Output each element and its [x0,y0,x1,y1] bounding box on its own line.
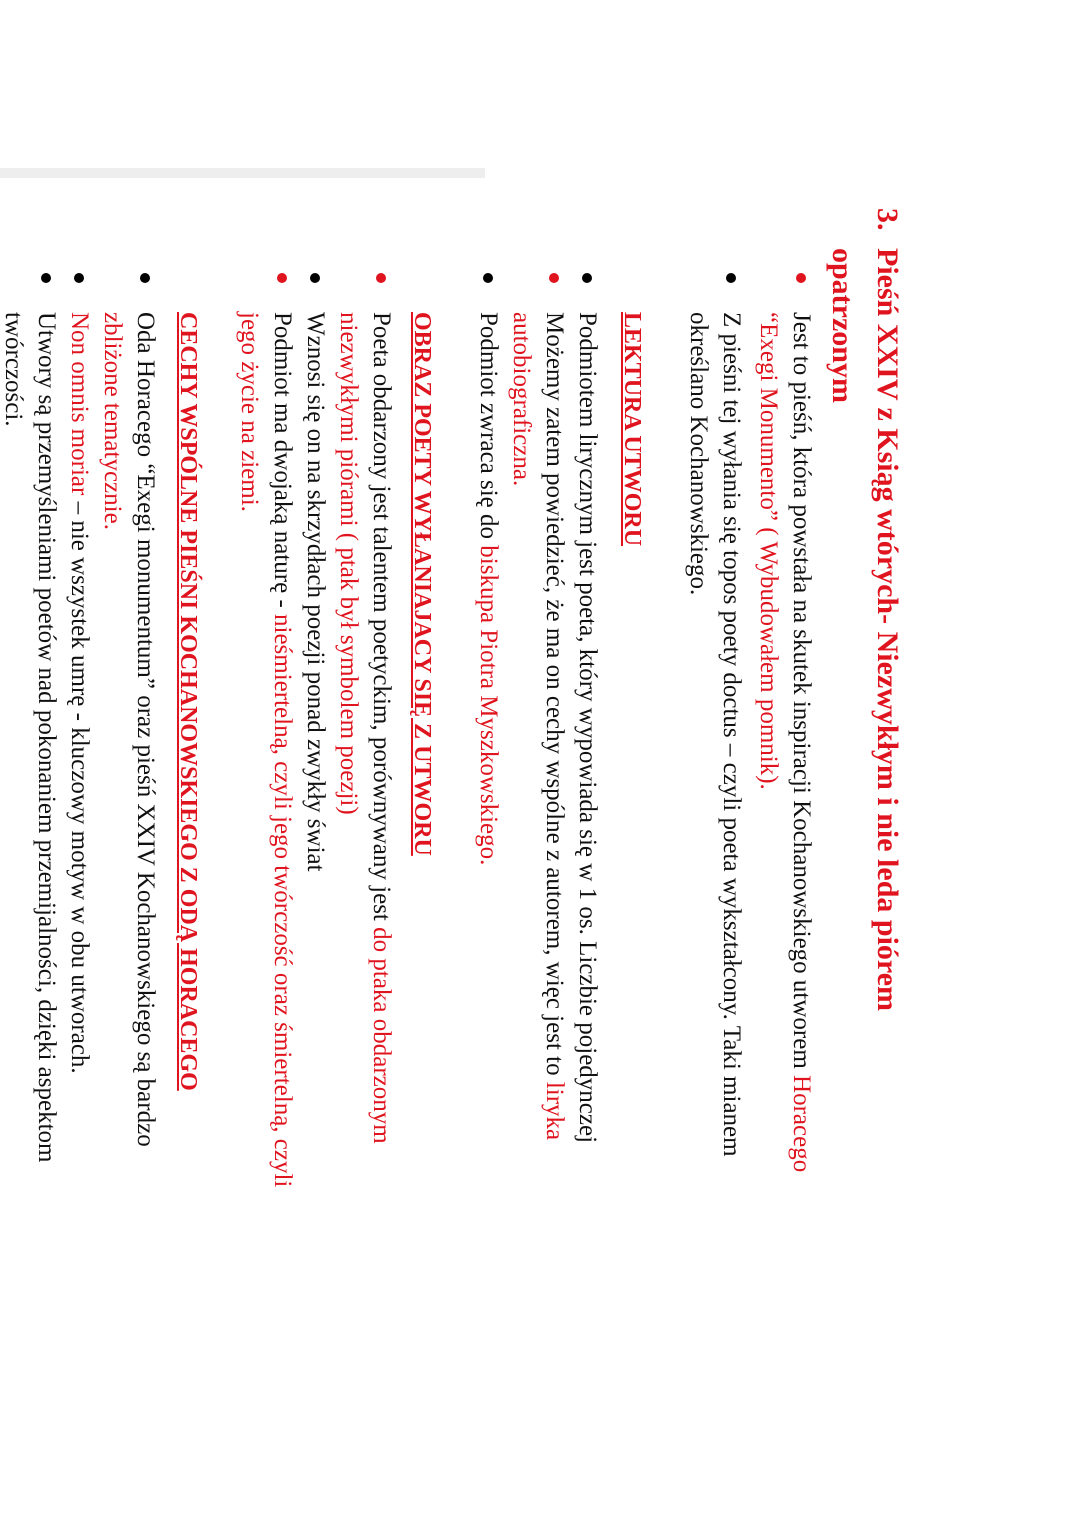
bullet-icon [277,273,287,283]
item-highlight: Non omnis moriar [66,312,93,496]
bullet-icon [74,273,84,283]
bullet-icon [41,273,51,283]
list-item [0,200,63,1200]
item-text: Wznosi się on na skrzydłach poezji ponad zwykły świat [302,312,329,872]
bullet-icon [796,273,806,283]
obraz-heading: OBRAZ POETY WYŁANIAJACY SIĘ Z UTWORU [409,312,435,856]
list-item [571,200,604,1200]
item-text: Podmiotem lirycznym jest poeta, który wypowiada się w 1 os. Liczbie pojedynczej [574,312,601,1144]
item-text: Podmiot zwraca się do [475,312,502,546]
item-highlight: nieśmiertelną, czyli jego twórczość oraz śmiertelną, czyli jego życie na ziemi. [236,312,296,1188]
obraz-list [233,200,398,1200]
section-title-line2: opatrzonym [826,248,859,403]
item-text: Jest to pieśń, która powstała na skutek inspiracji Kochanowskiego utworem [788,312,815,1076]
section-number: 3. [871,208,904,231]
section-title-line1: Pieśń XXIV z Ksiąg wtórych- Niezwykłym i nie leda piórem [871,248,904,1011]
item-highlight: zbliżone tematycznie. [99,312,126,530]
bullet-icon [726,273,736,283]
item-highlight: biskupa Piotra Myszkowskiego. [475,545,502,866]
list-item [63,200,96,1200]
list-item [96,200,162,1200]
item-text: Poeta obdarzony jest talentem poetyckim, porównywany jest [368,312,395,928]
item-text: Możemy zatem powiedzieć, że ma on cechy wspólne z autorem, więc jest to [541,312,568,1082]
rotated-document-page [0,200,910,1200]
item-text: Z pieśni tej wyłania się topos poety doctus – czyli poeta wykształcony. Taki mianem określano Kochanowskiego. [685,312,745,1157]
list-item [233,200,299,1200]
lektura-heading: LEKTURA UTWORU [619,312,645,547]
item-highlight: Horacego “Exegi Monumento” ( Wybudowałem pomnik). [755,312,815,1173]
list-item [682,200,748,1200]
cechy-heading: CECHY WSPÓLNE PIEŚNI KOCHANOWSKIEGO Z ODĄ HORACEGO [175,312,201,1091]
item-text: Oda Horacego “Exegi monumentum” oraz pieśń XXIV Kochanowskiego są bardzo [132,312,159,1147]
bullet-icon [483,273,493,283]
list-item [505,200,571,1200]
item-highlight: do ptaka obdarzonym niezwykłymi piórami ( ptak był symbolem poezji) [335,312,395,1144]
item-text: – nie wszystek umrę - kluczowy motyw w obu utworach. [66,495,93,1074]
lektura-list [472,200,604,1200]
list-item [299,200,332,1200]
section-title [820,208,910,1168]
top-strip [0,168,485,178]
item-text: Utwory są przemyśleniami poetów nad pokonaniem przemijalności, dzięki aspektom twórczości. [0,312,60,1163]
bullet-icon [310,273,320,283]
bullet-icon [549,273,559,283]
list-item [332,200,398,1200]
bullet-icon [140,273,150,283]
item-text: Podmiot ma dwojaką naturę - [269,312,296,615]
list-item [752,200,818,1200]
bullet-icon [582,273,592,283]
bullet-icon [376,273,386,283]
list-item [472,200,505,1200]
item-highlight: liryka autobiograficzna. [508,312,568,1141]
intro-list [682,200,818,1200]
cechy-list [0,200,162,1200]
